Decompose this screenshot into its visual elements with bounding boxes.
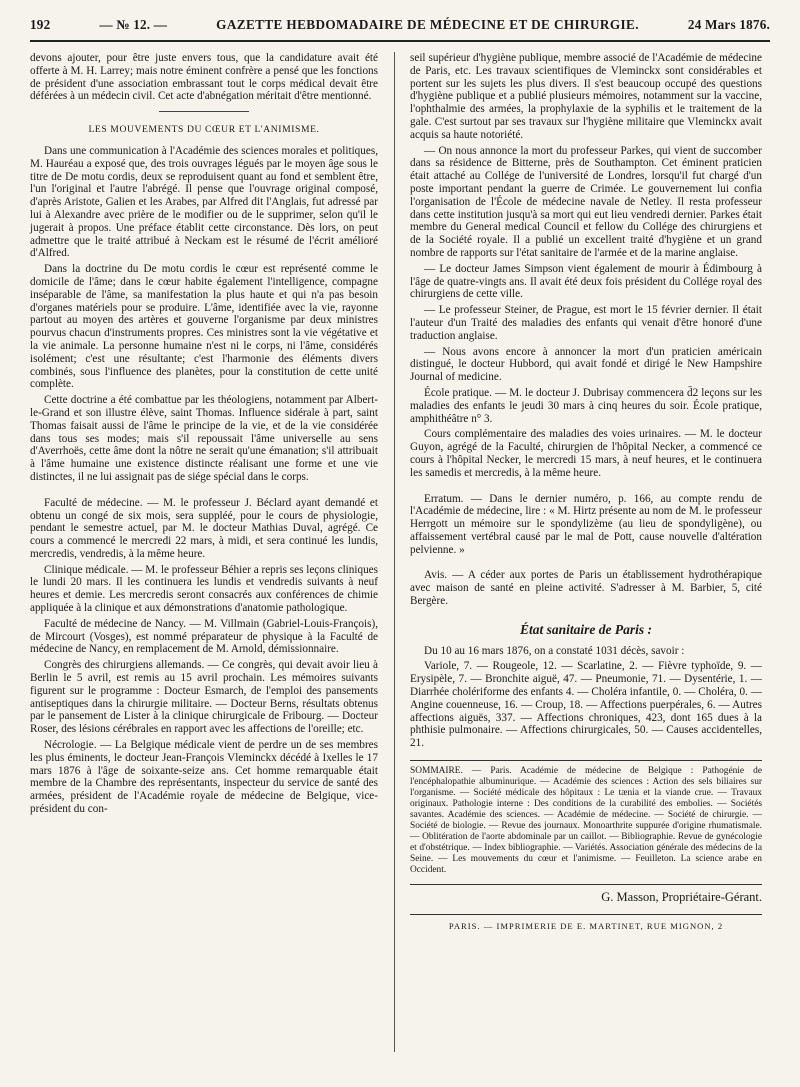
avis-notice: Avis. — A céder aux portes de Paris un établissement hydrothérapique avec maison de santé en pleine activité. S'adresser à M. Barbier, 5, cité Bergère. xyxy=(410,569,762,608)
sommaire-box xyxy=(410,760,762,876)
erratum-notice: Erratum. — Dans le dernier numéro, p. 166, au compte rendu de l'Académie de médecine, lire : « M. Hirtz présente au nom de M. le professeur Herrgott un mémoire sur le spondylizème (au lieu de spondyligène), ou affaissement vertébral causé par le mal de Pott, cause nouvelle d'altération pelvienne. » xyxy=(410,492,762,556)
cours-voies-urinaires-notice: Cours complémentaire des maladies des voies urinaires. — M. le docteur Guyon, agrégé de la Faculté, chirurgien de l'hôpital Necker, a commencé ce cours à l'hôpital Necker, le mercredi 15 mars, à neuf heures, et le continuera les samedis et mercredis, à la même heure. xyxy=(410,428,762,479)
column-divider xyxy=(394,52,395,1052)
congres-chirurgiens-notice: Congrès des chirurgiens allemands. — Ce congrès, qui devait avoir lieu à Berlin le 5 avril, est remis au 15 avril prochain. Les mémoires suivants figurent sur le programme : Docteur Esmarch, de l'emploi des pansements antiseptiques dans la chirurgie militaire. — Docteur Berns, résultats obtenus par le pansement de Lister à la clinique chirurgicale de Fribourg. — Docteur Roser, des lésions cérébrales en rapport avec les affections de l'oreille; etc. xyxy=(30,659,378,736)
parkes-obituary: — On nous annonce la mort du professeur Parkes, qui vient de succomber dans sa résidence de Bitterne, près de Southampton. Cet éminent praticien était attaché au Collége de l'université de Londres, lorsqu'il fut chargé d'un poste important pendant la guerre de Crimée. Le gouvernement lui confia l'organisation de l'École de médecine navale de Netley. Il resta professeur dans cette institution jusqu'à sa mort qui eut lieu vendredi dernier. Parkes était membre du General medical Council et fellow du Collége des chirurgiens et de la Société royale. Il a publié un excellent traité d'hygiène et un grand nombre de rapports sur l'état sanitaire de l'armée et de la marine anglaise. xyxy=(410,144,762,259)
simpson-obituary: — Le docteur James Simpson vient également de mourir à Édimbourg à l'âge de quatre-vingts ans. Il avait été deux fois président du Collége royal des chirurgiens de cette ville. xyxy=(410,262,762,301)
imprint-line: PARIS. — IMPRIMERIE DE E. MARTINET, RUE MIGNON, 2 xyxy=(410,914,762,933)
hubbord-obituary: — Nous avons encore à annoncer la mort d'un praticien américain distingué, le docteur Hubbord, qui avait fondé et dirigé le New Hampshire Journal of medicine. xyxy=(410,345,762,384)
faculte-medecine-notice: Faculté de médecine. — M. le professeur J. Béclard ayant demandé et obtenu un congé de six mois, sera suppléé, pour le cours de physiologie, pendant le semestre actuel, par M. le docteur Mathias Duval, agrégé. Ce cours a commencé le mercredi 22 mars, à midi, et sera continué les lundis, mercredis, vendredis, à la même heure. xyxy=(30,496,378,560)
etat-sanitaire-title: État sanitaire de Paris : xyxy=(519,621,652,637)
journal-title: GAZETTE HEBDOMADAIRE DE MÉDECINE ET DE CHIRURGIE. xyxy=(216,17,639,32)
running-header xyxy=(30,10,770,42)
paragraph: Cette doctrine a été combattue par les théologiens, notamment par Albert-le-Grand et son illustre élève, saint Thomas. Influence sidérale à part, saint Thomas faisait aussi de l'âme le principe de la vie, et de la vie considérée dans tous ses modes; mais s'il repoussait l'âme universelle au sens d'Averrhoës, cette âme dont la nôtre ne serait qu'une émanation; s'il attribuait à l'âme humaine une existence distincte réalisant une forme et une vie distinctes, il ne lui assignait pas de siége spécial dans le corps. xyxy=(30,394,378,483)
sommaire-text: SOMMAIRE. — Paris. Académie de médecine de Belgique : Pathogénie de l'encéphalopathie albuminurique. — Académie des sciences : Action des sels biliaires sur l'organisme. — Société médicale des hôpitaux : Le tænia et la viande crue. — Travaux originaux. Pathologie interne : Des conditions de la curabilité des embolies. — Sociétés savantes. Académie des sciences. — Académie de médecine. — Société de chirurgie. — Société de biologie. — Revue des journaux. Monoarthrite suppurée d'origine rhumatismale. — Oblitération de l'aorte abdominale par un caillot. — Bibliographie. Revue de gynécologie et d'obstétrique. — Index bibliographie. — Variétés. Association générale des médecins de la Seine. — Les mouvements du cœur et l'animisme. — Feuilleton. La science arabe en Occident. xyxy=(410,766,762,876)
left-column xyxy=(30,52,378,819)
page-number: 192 xyxy=(30,17,51,32)
etat-sanitaire-intro: Du 10 au 16 mars 1876, on a constaté 1031 décès, savoir : xyxy=(424,644,685,657)
issue-date: 24 Mars 1876. xyxy=(687,17,770,32)
steiner-obituary: — Le professeur Steiner, de Prague, est mort le 15 février dernier. Il était l'auteur d'un Traité des maladies des enfants qui venait d'être honoré d'une traduction anglaise. xyxy=(410,304,762,342)
section-title: LES MOUVEMENTS DU CŒUR ET L'ANIMISME. xyxy=(88,124,320,136)
clinique-medicale-notice: Clinique médicale. — M. le professeur Béhier a repris ses leçons cliniques le lundi 20 mars. Il les continuera les lundis et vendredis suivants à neuf heures et demie. Les mercredis seront consacrés aux conférences de chimie appliquée à la clinique et aux démonstrations d'anatomie pathologique. xyxy=(30,563,378,615)
intro-paragraph: devons ajouter, pour être juste envers tous, que la candidature avait été offerte à M. H. Larrey; mais notre éminent confrère a pensé que les fonctions de président d'une association embrassant tout le corps médical devait être déférées à un médecin civil. Cet acte d'abnégation méritait d'être mentionné. xyxy=(30,52,378,103)
right-column xyxy=(410,52,762,933)
necrologie-notice: Nécrologie. — La Belgique médicale vient de perdre un de ses membres les plus éminents, le docteur Jean-François Vleminckx décédé à Ixelles le 17 mars 1876 à l'âge de soixante-seize ans. Cet homme remarquable était membre de la Chambre des représentants, inspecteur du service de santé des armées, président de l'Académie royale de médecine de Belgique, vice-président du con- xyxy=(30,739,378,816)
issue-number: — № 12. — xyxy=(99,17,168,32)
ecole-pratique-notice: École pratique. — M. le docteur J. Dubrisay commencera d̄2 leçons sur les maladies des enfants le jeudi 30 mars à cinq heures du soir. École pratique, amphithéâtre n° 3. xyxy=(410,386,762,425)
etat-sanitaire-body: Variole, 7. — Rougeole, 12. — Scarlatine, 2. — Fièvre typhoïde, 9. — Erysipèle, 7. — Bronchite aiguë, 47. — Pneumonie, 71. — Dysentérie, 1. — Diarrhée cholériforme des enfants 4. — Choléra infantile, 0. — Choléra, 0. — Angine couenneuse, 16. — Croup, 18. — Affections puerpérales, 6. — Autres affections aiguës, 337. — Affections chroniques, 423, dont 165 dues à la phthisie pulmonaire. — Affections chirurgicales, 50. — Causes accidentelles, 21. xyxy=(410,660,762,750)
paragraph: Dans la doctrine du De motu cordis le cœur est représenté comme le domicile de l'âme; dans le cœur habite également l'intelligence, compagne inséparable de l'âme, sa manifestation la plus haute et qui n'a pas besoin d'organes matériels pour se produire. L'âme, identifiée avec la vie, rayonne partout au moyen des artères et gouverne l'organisme par deux ministres pourvus chacun d'instruments propres. Ces ministres sont la vie végétative et la vie animale. La personne humaine n'est ni le corps, ni l'âme, considérés isolément; c'est une résultante; c'est l'harmonie des éléments divers combinés, sous l'influence des planètes, pour la constitution de cette unité complète. xyxy=(30,263,378,391)
section-divider xyxy=(159,111,249,112)
paragraph: seil supérieur d'hygiène publique, membre associé de l'Académie de médecine de Paris, etc. Les travaux scientifiques de Vleminckx sont considérables et portent sur les sujets les plus divers. Il s'est beaucoup occupé des questions d'hygiène publique et a publié plusieurs mémoires, notamment sur la vaccine, l'ophthalmie des armées, la prophylaxie de la syphilis et le traitement de la gale. C'est surtout par ses travaux sur l'hygiène militaire que Vleminckx avait acquis sa haute notoriété. xyxy=(410,52,762,141)
signature: G. Masson, Propriétaire-Gérant. xyxy=(410,884,762,904)
paragraph: Dans une communication à l'Académie des sciences morales et politiques, M. Hauréau a exposé que, des trois ouvrages légués par le moyen âge sous le titre de De motu cordis, deux se reproduisent quant au fond et semblent être, l'un l'original et l'autre l'abrégé. Il pense que l'ouvrage original composé, d'après Aristote, Galien et les Arabes, par Alfred dit l'Anglais, fut adressé par lui à Alexandre avec prière de le modifier ou de le supprimer, selon qu'il le jugerait à propos. Une préface établit cette circonstance. Dès lors, on peut admettre que le traité attribué à Neckam est le résumé de l'écrit amélioré d'Alfred. xyxy=(30,144,378,260)
faculte-nancy-notice: Faculté de médecine de Nancy. — M. Villmain (Gabriel-Louis-François), de Mircourt (Vosges), est nommé préparateur de physique à la Faculté de médecine de Nancy, en remplacement de M. Arnold, démissionnaire. xyxy=(30,617,378,656)
